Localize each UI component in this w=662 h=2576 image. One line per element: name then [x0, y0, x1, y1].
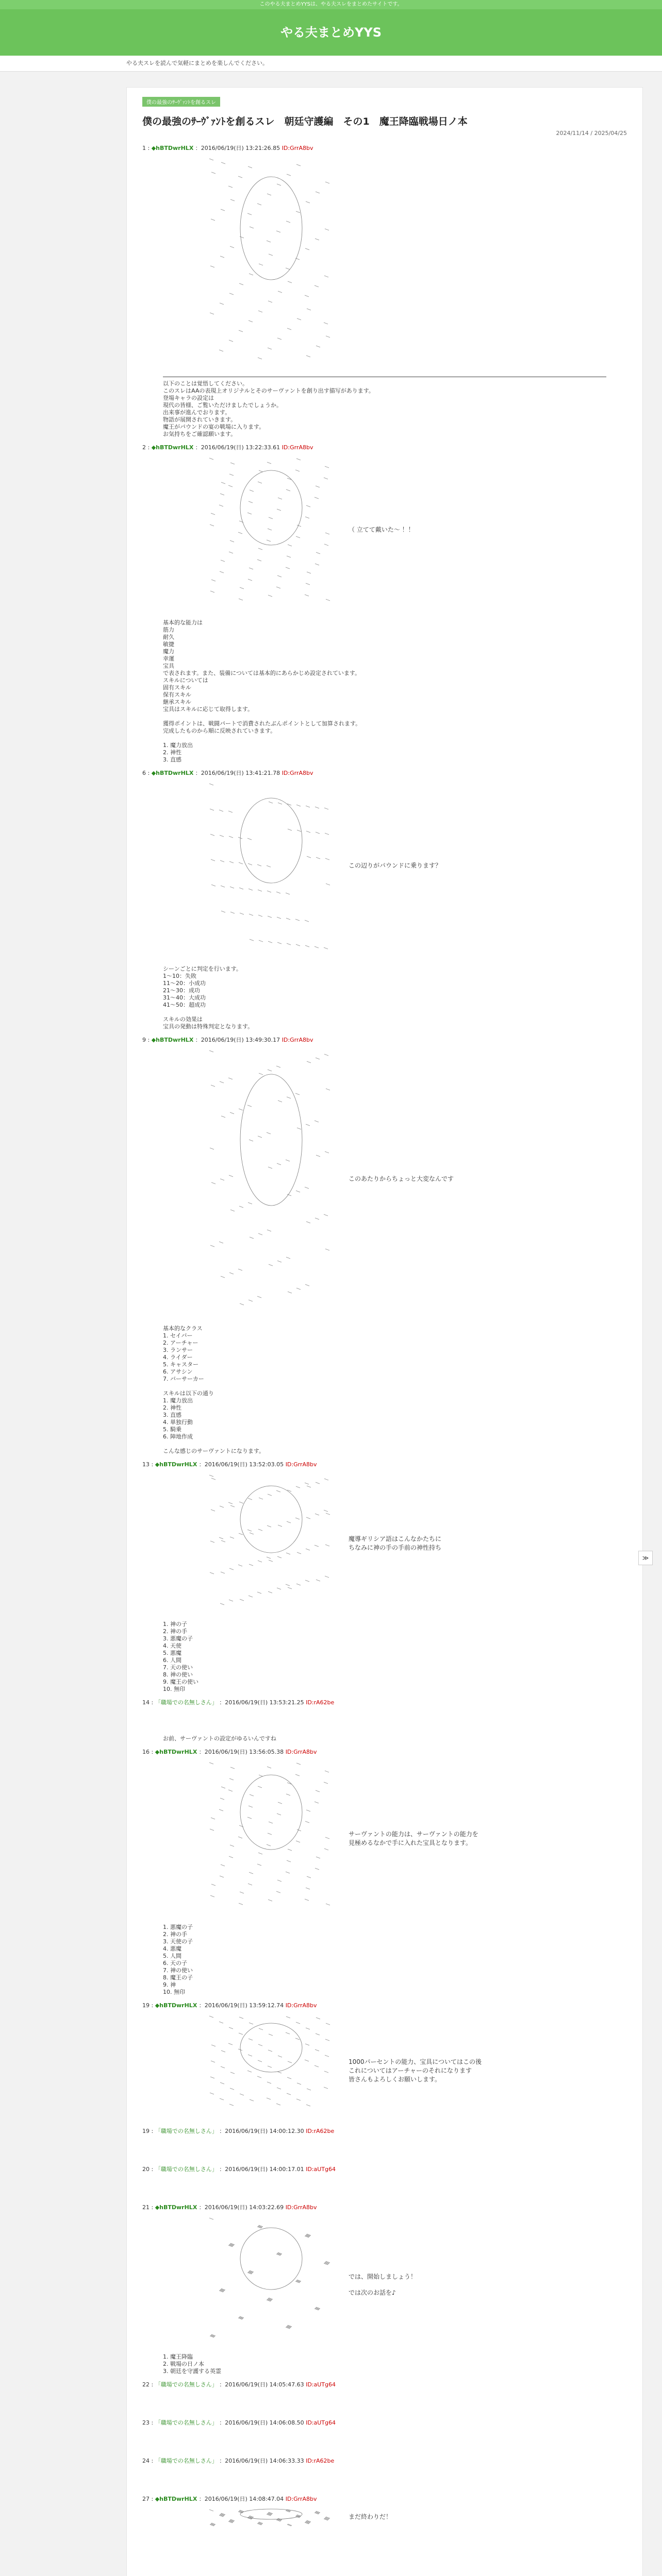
post-body: 1. 魔王降臨 2. 戦場の日ノ本 3. 朝廷を守護する英霊	[163, 2353, 221, 2375]
article-title: 僕の最強のｻｰｳﾞｧﾝﾄを創るスレ 朝廷守護編 その1 魔王降臨戦場日ノ本	[142, 116, 468, 127]
ascii-art-figure	[163, 2177, 627, 2198]
post-body: 1. 神の子 2. 神の手 3. 悪魔の子 4. 天使 5. 悪魔 6. 人間 7. 天の使い 8. 神の使い 9. 魔王の使い 10. 無印	[163, 1621, 198, 1692]
speech-text: （ 立てて戴いた〜 ！！	[349, 526, 415, 533]
post-author: ◆hBTDwrHLX	[151, 770, 194, 776]
post-author: 「職場での名無しさん」	[155, 1699, 218, 1706]
category-badge[interactable]: 僕の最強のｻｰｳﾞｧﾝﾄを創るスレ	[142, 97, 220, 107]
post-author-separator: ：	[217, 1699, 225, 1706]
post-number: 19	[142, 2128, 150, 2134]
post-date: 2016/06/19(日) 13:56:05.38	[204, 1749, 284, 1755]
post-header	[142, 2127, 627, 2135]
ascii-art-figure	[163, 2013, 627, 2122]
post-author-separator: ：	[193, 770, 201, 776]
post-number: 22	[142, 2381, 150, 2388]
ascii-art-figure	[163, 2139, 627, 2160]
post-header	[142, 2418, 627, 2427]
speech-text: このあたりからちょっと大変なんです	[349, 1175, 454, 1182]
post	[142, 2456, 627, 2489]
post-number: 23	[142, 2419, 150, 2426]
post-id[interactable]: ID:rA62be	[306, 2128, 335, 2134]
post-date: 2016/06/19(日) 13:21:26.85	[201, 145, 280, 151]
post	[142, 1698, 627, 1742]
speech-text: では、開始しましょう！ では次のお話を♪	[349, 2273, 417, 2296]
post-body: 以下のことは覚悟してください。 このスレはAAの表現上オリジナルとそのサーヴァントを創り出す描写があります。 登場キャラの設定は 現代の皆様、ご覧いただけましたでしょうか。 出来事が進んでおります。 物語が展開されていきます。 魔王がパウンドの宴の戦場に入ります。 お気持ちをご確認願います。	[163, 380, 374, 437]
post-author: ◆hBTDwrHLX	[155, 2204, 197, 2211]
site-header	[0, 9, 662, 56]
post-number-separator: :	[150, 1461, 155, 1468]
post-number-separator: :	[150, 2496, 155, 2502]
post-author: 「職場での名無しさん」	[155, 2381, 218, 2388]
ascii-art-figure	[163, 156, 627, 372]
post-number-separator: :	[146, 444, 152, 451]
post-author: ◆hBTDwrHLX	[155, 2496, 197, 2502]
post-number: 16	[142, 1749, 150, 1755]
post-header	[142, 2380, 627, 2388]
post-body: 基本的なクラス 1. セイバー 2. アーチャー 3. ランサー 4. ライダー 5. キャスター 6. アサシン 7. バーサーカー スキルは以下の通り 1. 魔力放出 2. 神性 3. 直感 4. 単独行動 5. 騎乗 6. 陣地作成 こんな感じのサーヴァントになります。	[163, 1325, 265, 1454]
speech-text: サーヴァントの能力は、サーヴァントの能力を 見極めるなかで手に入れた宝具となります。	[349, 1831, 478, 1846]
post-author: ◆hBTDwrHLX	[151, 444, 194, 451]
post-number: 14	[142, 1699, 150, 1706]
post-id[interactable]: ID:GrrA8bv	[282, 1037, 313, 1043]
ascii-art-figure	[163, 455, 627, 615]
post-date: 2016/06/19(日) 13:41:21.78	[201, 770, 280, 776]
post-author-separator: ：	[197, 1749, 205, 1755]
site-description: やる夫スレを読んで気軽にまとめを楽しんでください。	[126, 60, 268, 66]
post-author-separator: ：	[217, 2381, 225, 2388]
post-number-separator: :	[150, 2419, 155, 2426]
post	[142, 2203, 627, 2375]
ascii-art-figure	[163, 1048, 627, 1321]
post-date: 2016/06/19(日) 13:59:12.74	[204, 2002, 284, 2009]
post-date: 2016/06/19(日) 13:49:30.17	[201, 1037, 280, 1043]
post	[142, 2165, 627, 2198]
post-number-separator: :	[146, 1037, 152, 1043]
character-art-icon	[204, 2215, 338, 2339]
post-date: 2016/06/19(日) 14:00:17.01	[225, 2166, 304, 2173]
post-author: ◆hBTDwrHLX	[155, 1461, 197, 1468]
post-id[interactable]: ID:aUTg64	[306, 2419, 336, 2426]
post-id[interactable]: ID:aUTg64	[306, 2381, 336, 2388]
post-number-separator: :	[150, 2458, 155, 2464]
speech-text: この辺りがパウンドに乗ります？	[349, 862, 442, 869]
post	[142, 1748, 627, 1996]
post	[142, 1036, 627, 1455]
post-id[interactable]: ID:GrrA8bv	[282, 444, 313, 451]
post-author: ◆hBTDwrHLX	[151, 145, 194, 151]
post-author-separator: ：	[217, 2166, 225, 2173]
character-art-icon	[204, 781, 338, 951]
post-id[interactable]: ID:rA62be	[306, 1699, 335, 1706]
character-art-icon	[204, 2013, 338, 2111]
post-id[interactable]: ID:GrrA8bv	[282, 145, 313, 151]
ascii-art-figure	[163, 1760, 627, 1920]
post-header	[142, 2165, 627, 2173]
character-art-icon	[204, 1048, 338, 1311]
post-author: ◆hBTDwrHLX	[155, 2002, 197, 2009]
post-date: 2016/06/19(日) 14:06:08.50	[225, 2419, 304, 2426]
character-art-icon	[204, 156, 338, 362]
top-notice-bar	[0, 0, 662, 9]
post-header	[142, 1460, 627, 1468]
post	[142, 2001, 627, 2122]
post-number-separator: :	[150, 2002, 155, 2009]
post-author-separator: ：	[193, 145, 201, 151]
scroll-side-button[interactable]: ≫	[638, 1551, 653, 1565]
post-id[interactable]: ID:GrrA8bv	[285, 2204, 317, 2211]
character-art-icon	[204, 1760, 338, 1909]
ascii-art-figure	[163, 2507, 627, 2528]
post-body: シーンごとに判定を行います。 1〜10：失敗 11〜20：小成功 21〜30：成功 31〜40：大成功 41〜50：超成功 スキルの効果は 宝具の発動は特殊判定となります。	[163, 965, 254, 1030]
post-author-separator: ：	[193, 1037, 201, 1043]
ascii-art-figure	[163, 1472, 627, 1617]
post-author: ◆hBTDwrHLX	[155, 1749, 197, 1755]
post-id[interactable]: ID:GrrA8bv	[282, 770, 313, 776]
post	[142, 2495, 627, 2528]
article-container	[126, 87, 643, 2576]
post-number-separator: :	[150, 2381, 155, 2388]
published-date: 2024/11/14	[556, 130, 589, 137]
post-date: 2016/06/19(日) 14:00:12.30	[225, 2128, 304, 2134]
post-id[interactable]: ID:aUTg64	[306, 2166, 336, 2173]
post-number-separator: :	[150, 2128, 155, 2134]
post-number-separator: :	[146, 145, 152, 151]
post-date: 2016/06/19(日) 13:22:33.61	[201, 444, 280, 451]
ascii-art-figure	[163, 2393, 627, 2413]
speech-text: 1000パーセントの能力、宝具についてはこの後 これについてはアーチャーのそれになります 皆さんもよろしくお願いします。	[349, 2058, 482, 2083]
post-number: 6	[142, 770, 146, 776]
post-author-separator: ：	[197, 1461, 205, 1468]
character-art-icon	[204, 1472, 338, 1606]
post-body: 1. 悪魔の子 2. 神の手 3. 天使の子 4. 悪魔 5. 人間 6. 天の子 7. 神の使い 8. 魔王の子 9. 神 10. 無印	[163, 1924, 193, 1995]
post-author-separator: ：	[217, 2419, 225, 2426]
post-number: 13	[142, 1461, 150, 1468]
post-id[interactable]: ID:GrrA8bv	[285, 2496, 317, 2502]
date-separator: /	[590, 130, 594, 137]
character-art-icon	[204, 455, 338, 605]
site-title[interactable]: やる夫まとめYYS	[280, 25, 382, 40]
post	[142, 769, 627, 1030]
post-header	[142, 1698, 627, 1706]
post-author: 「職場での名無しさん」	[155, 2458, 218, 2464]
character-art-icon	[204, 2507, 338, 2528]
post-author-separator: ：	[197, 2002, 205, 2009]
post-author-separator: ：	[197, 2496, 205, 2502]
post-id[interactable]: ID:rA62be	[306, 2458, 335, 2464]
post-body: 基本的な能力は 筋力 耐久 敏捷 魔力 幸運 宝具 で表されます。また、装備については基本的にあらかじめ設定されています。 スキルについては 固有スキル 保有スキル 継承スキル 宝具はスキルに応じて取得します。 獲得ポイントは、戦闘パートで消費されたぶんポイントとして加算されます。 完成したものから順に反映されていきます。 1. 魔力放出 2. 神性 3. 直感	[163, 619, 361, 763]
post-number: 21	[142, 2204, 150, 2211]
post-number-separator: :	[150, 2204, 155, 2211]
speech-text: まだ終わりだ！	[349, 2513, 392, 2520]
post-number-separator: :	[150, 1749, 155, 1755]
post-number-separator: :	[150, 2166, 155, 2173]
post-header	[142, 443, 627, 451]
post-id[interactable]: ID:GrrA8bv	[285, 1461, 317, 1468]
post-header	[142, 2001, 627, 2009]
post-author: 「職場での名無しさん」	[155, 2128, 218, 2134]
post	[142, 443, 627, 764]
post-body: お前、サーヴァントの設定がゆるいんですね	[163, 1735, 276, 1742]
post-date: 2016/06/19(日) 14:03:22.69	[204, 2204, 284, 2211]
post-author-separator: ：	[217, 2458, 225, 2464]
post-date: 2016/06/19(日) 13:53:21.25	[225, 1699, 304, 1706]
post-author-separator: ：	[197, 2204, 205, 2211]
post-list	[127, 144, 642, 2528]
post-author: 「職場での名無しさん」	[155, 2166, 218, 2173]
ascii-art-figure	[163, 2469, 627, 2489]
post-header	[142, 2203, 627, 2211]
post	[142, 2127, 627, 2160]
speech-text: 魔導ギリシア語はこんなかたちに ちなみに神の手の手前の神性持ち	[349, 1535, 442, 1551]
post-header	[142, 1036, 627, 1044]
post-header	[142, 2456, 627, 2465]
post-author: 「職場での名無しさん」	[155, 2419, 218, 2426]
post	[142, 2418, 627, 2451]
post-header	[142, 144, 627, 152]
post-author-separator: ：	[193, 444, 201, 451]
ascii-art-figure	[163, 2431, 627, 2451]
updated-date: 2025/04/25	[594, 130, 627, 137]
article-dates	[142, 130, 627, 137]
post-date: 2016/06/19(日) 14:05:47.63	[225, 2381, 304, 2388]
post-number-separator: :	[150, 1699, 155, 1706]
post	[142, 144, 627, 438]
ascii-art-figure	[163, 2215, 627, 2349]
post-number: 1	[142, 145, 146, 151]
post-number: 20	[142, 2166, 150, 2173]
ascii-art-figure	[163, 1710, 627, 1731]
post-author: ◆hBTDwrHLX	[151, 1037, 194, 1043]
post-number: 19	[142, 2002, 150, 2009]
post-id[interactable]: ID:GrrA8bv	[285, 1749, 317, 1755]
post-id[interactable]: ID:GrrA8bv	[285, 2002, 317, 2009]
post-date: 2016/06/19(日) 14:08:47.04	[204, 2496, 284, 2502]
post-header	[142, 2495, 627, 2503]
site-description-bar	[0, 56, 662, 72]
post-date: 2016/06/19(日) 13:52:03.05	[204, 1461, 284, 1468]
post	[142, 1460, 627, 1693]
post-number: 9	[142, 1037, 146, 1043]
ascii-art-figure	[163, 781, 627, 961]
post-number: 27	[142, 2496, 150, 2502]
post-number-separator: :	[146, 770, 152, 776]
post-number: 2	[142, 444, 146, 451]
top-notice-text: このやる夫まとめYYSは、やる夫スレをまとめたサイトです。	[259, 2, 403, 7]
post	[142, 2380, 627, 2413]
post-date: 2016/06/19(日) 14:06:33.33	[225, 2458, 304, 2464]
post-header	[142, 769, 627, 777]
post-author-separator: ：	[217, 2128, 225, 2134]
post-header	[142, 1748, 627, 1756]
post-number: 24	[142, 2458, 150, 2464]
